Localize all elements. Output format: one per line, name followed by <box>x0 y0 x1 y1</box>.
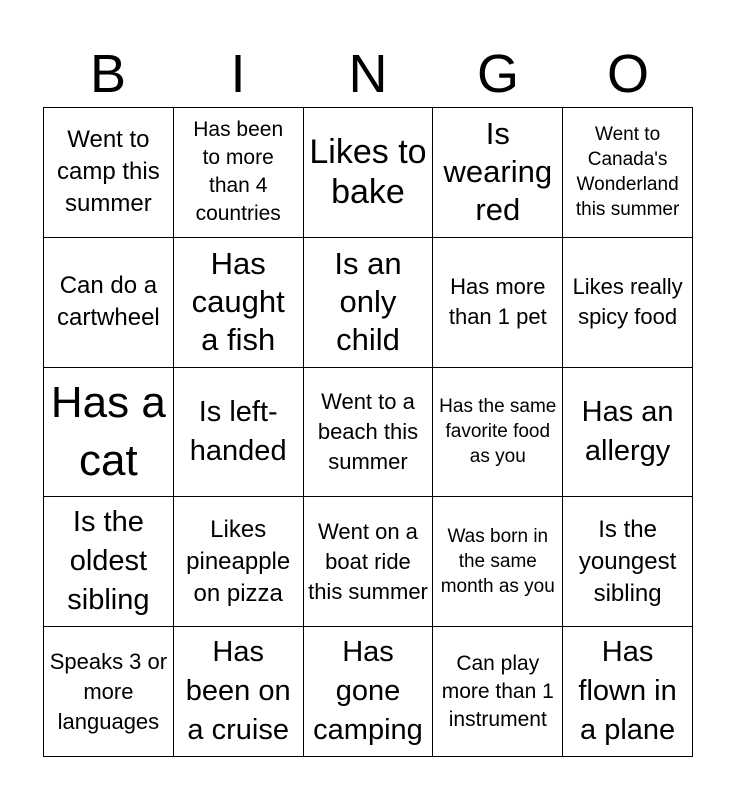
bingo-cell[interactable] <box>174 497 304 627</box>
cell-text: Has an allergy <box>581 395 674 467</box>
cell-text: Was born in the same month as you <box>440 526 555 598</box>
bingo-cell[interactable] <box>563 627 693 757</box>
bingo-cell[interactable] <box>433 368 563 498</box>
bingo-cell[interactable] <box>44 497 174 627</box>
header-letter-o: O <box>606 44 649 104</box>
cell-text: Has been to more than 4 countries <box>193 118 284 226</box>
cell-text: Has the same favorite food as you <box>439 396 557 468</box>
bingo-cell[interactable] <box>304 238 434 368</box>
bingo-cell[interactable] <box>433 627 563 757</box>
cell-text: Likes really spicy food <box>572 274 683 330</box>
cell-text: Has gone camping <box>313 636 423 747</box>
cell-text: Is the oldest sibling <box>67 506 150 617</box>
bingo-cell[interactable] <box>433 108 563 238</box>
cell-text: Went on a boat ride this summer <box>308 518 428 604</box>
bingo-cell[interactable] <box>304 497 434 627</box>
bingo-cell[interactable] <box>44 108 174 238</box>
bingo-cell[interactable] <box>433 238 563 368</box>
cell-text: Went to a beach this summer <box>317 388 419 474</box>
cell-text: Has more than 1 pet <box>448 274 547 330</box>
cell-text: Went to camp this summer <box>57 126 160 218</box>
cell-text: Can play more than 1 instrument <box>441 651 554 731</box>
header-letter-i: I <box>230 44 246 104</box>
cell-text: Has been on a cruise <box>185 636 291 747</box>
bingo-cell[interactable] <box>563 497 693 627</box>
cell-text: Is the youngest sibling <box>578 515 677 607</box>
cell-text: Likes to bake <box>309 133 427 212</box>
bingo-cell[interactable] <box>44 627 174 757</box>
cell-text: Has flown in a plane <box>578 636 677 747</box>
bingo-cell[interactable] <box>174 368 304 498</box>
cell-text: Can do a cartwheel <box>57 272 160 332</box>
bingo-header <box>43 40 693 108</box>
cell-text: Speaks 3 or more languages <box>49 648 168 734</box>
bingo-cell[interactable] <box>174 108 304 238</box>
cell-text: Went to Canada's Wonderland this summer <box>575 124 680 221</box>
cell-text: Is wearing red <box>443 116 553 228</box>
cell-text: Is an only child <box>334 246 402 358</box>
bingo-cell[interactable] <box>174 627 304 757</box>
cell-text: Is left-handed <box>189 395 287 467</box>
bingo-cell[interactable] <box>44 368 174 498</box>
cell-text: Has caught a fish <box>191 246 285 358</box>
bingo-cell[interactable] <box>563 108 693 238</box>
cell-text: Likes pineapple on pizza <box>186 515 291 607</box>
bingo-cell[interactable] <box>304 108 434 238</box>
cell-text: Has a cat <box>50 377 166 485</box>
header-letter-n: N <box>348 44 388 104</box>
bingo-cell[interactable] <box>304 627 434 757</box>
header-letter-b: B <box>89 44 127 104</box>
bingo-cell[interactable] <box>563 238 693 368</box>
bingo-cell[interactable] <box>174 238 304 368</box>
bingo-cell[interactable] <box>44 238 174 368</box>
bingo-cell[interactable] <box>433 497 563 627</box>
header-letter-g: G <box>476 44 519 104</box>
bingo-cell[interactable] <box>304 368 434 498</box>
bingo-cell[interactable] <box>563 368 693 498</box>
bingo-board <box>43 107 693 757</box>
